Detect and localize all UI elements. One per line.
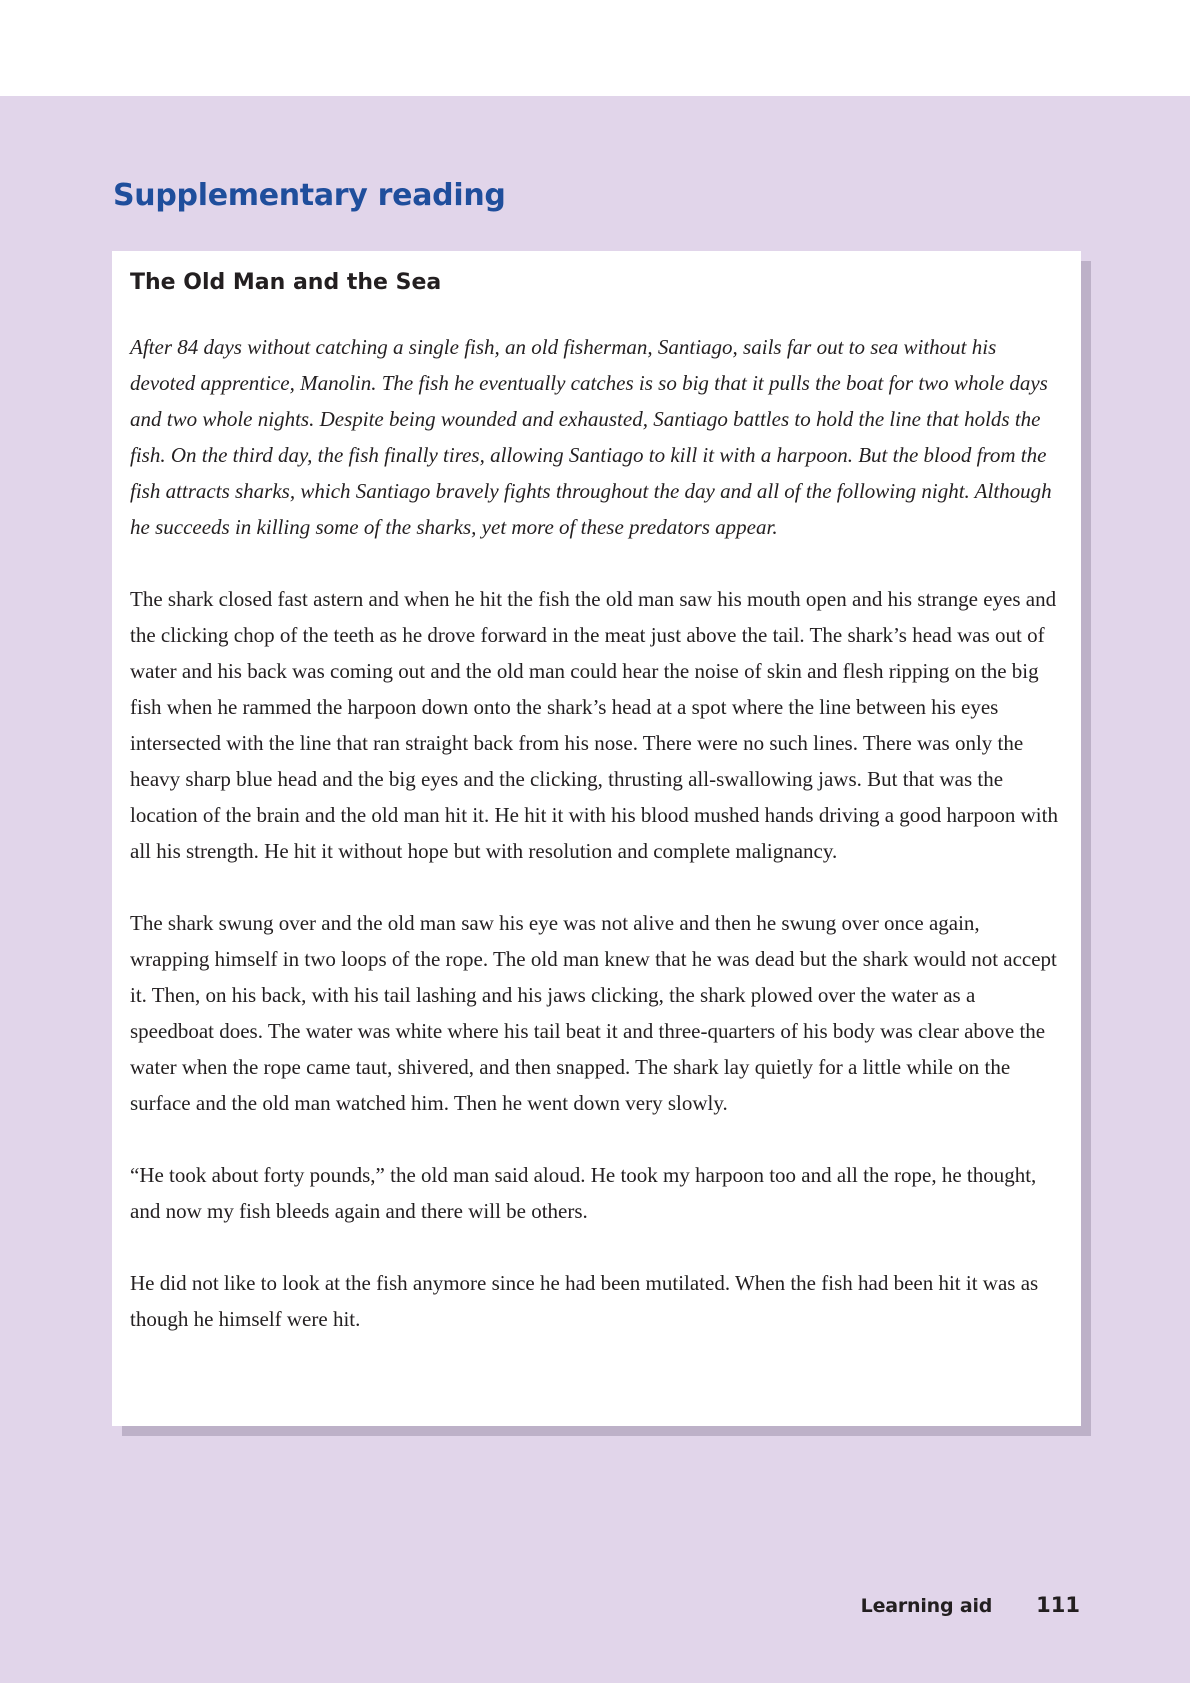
page-number: 111 xyxy=(1036,1593,1080,1617)
footer-label: Learning aid xyxy=(860,1595,993,1617)
reading-paragraph-1: The shark closed fast astern and when he hit the fish the old man saw his mouth open and his strange eyes and the clicking chop of the teeth as he drove forward in the meat just above the tail. The shark’s head was out of water and his back was coming out and the old man could hear the noise of skin and flesh ripping on the big fish when he rammed the harpoon down onto the shark’s head at a spot where the line between his eyes intersected with the line that ran straight back from his nose. There were no such lines. There was only the heavy sharp blue head and the big eyes and the clicking, thrusting all-swallowing jaws. But that was the location of the brain and the old man hit it. He hit it with his blood mushed hands driving a good harpoon with all his strength. He hit it without hope but with resolution and complete malignancy. xyxy=(130,587,1058,863)
reading-paragraph-3: “He took about forty pounds,” the old man said aloud. He took my harpoon too and all the rope, he thought, and now my fish bleeds again and there will be others. xyxy=(130,1163,1037,1223)
reading-paragraph-2: The shark swung over and the old man saw his eye was not alive and then he swung over once again, wrapping himself in two loops of the rope. The old man knew that he was dead but the shark would not accept it. Then, on his back, with his tail lashing and his jaws clicking, the shark plowed over the water as a speedboat does. The water was white where his tail beat it and three-quarters of his body was clear above the water when the rope came taut, shivered, and then snapped. The shark lay quietly for a little while on the surface and the old man watched him. Then he went down very slowly. xyxy=(130,911,1057,1115)
section-heading: Supplementary reading xyxy=(113,178,506,213)
page-footer xyxy=(861,1593,1080,1617)
reading-card xyxy=(112,251,1081,1426)
reading-paragraph-4: He did not like to look at the fish anymore since he had been mutilated. When the fish had been hit it was as though he himself were hit. xyxy=(130,1271,1039,1331)
reading-title: The Old Man and the Sea xyxy=(130,270,442,295)
reading-intro: After 84 days without catching a single fish, an old fisherman, Santiago, sails far out to sea without his devoted apprentice, Manolin. The fish he eventually catches is so big that it pulls the boat for two whole days and two whole nights. Despite being wounded and exhausted, Santiago battles to hold the line that holds the fish. On the third day, the fish finally tires, allowing Santiago to kill it with a harpoon. But the blood from the fish attracts sharks, which Santiago bravely fights throughout the day and all of the following night. Although he succeeds in killing some of the sharks, yet more of these predators appear. xyxy=(130,335,1052,539)
